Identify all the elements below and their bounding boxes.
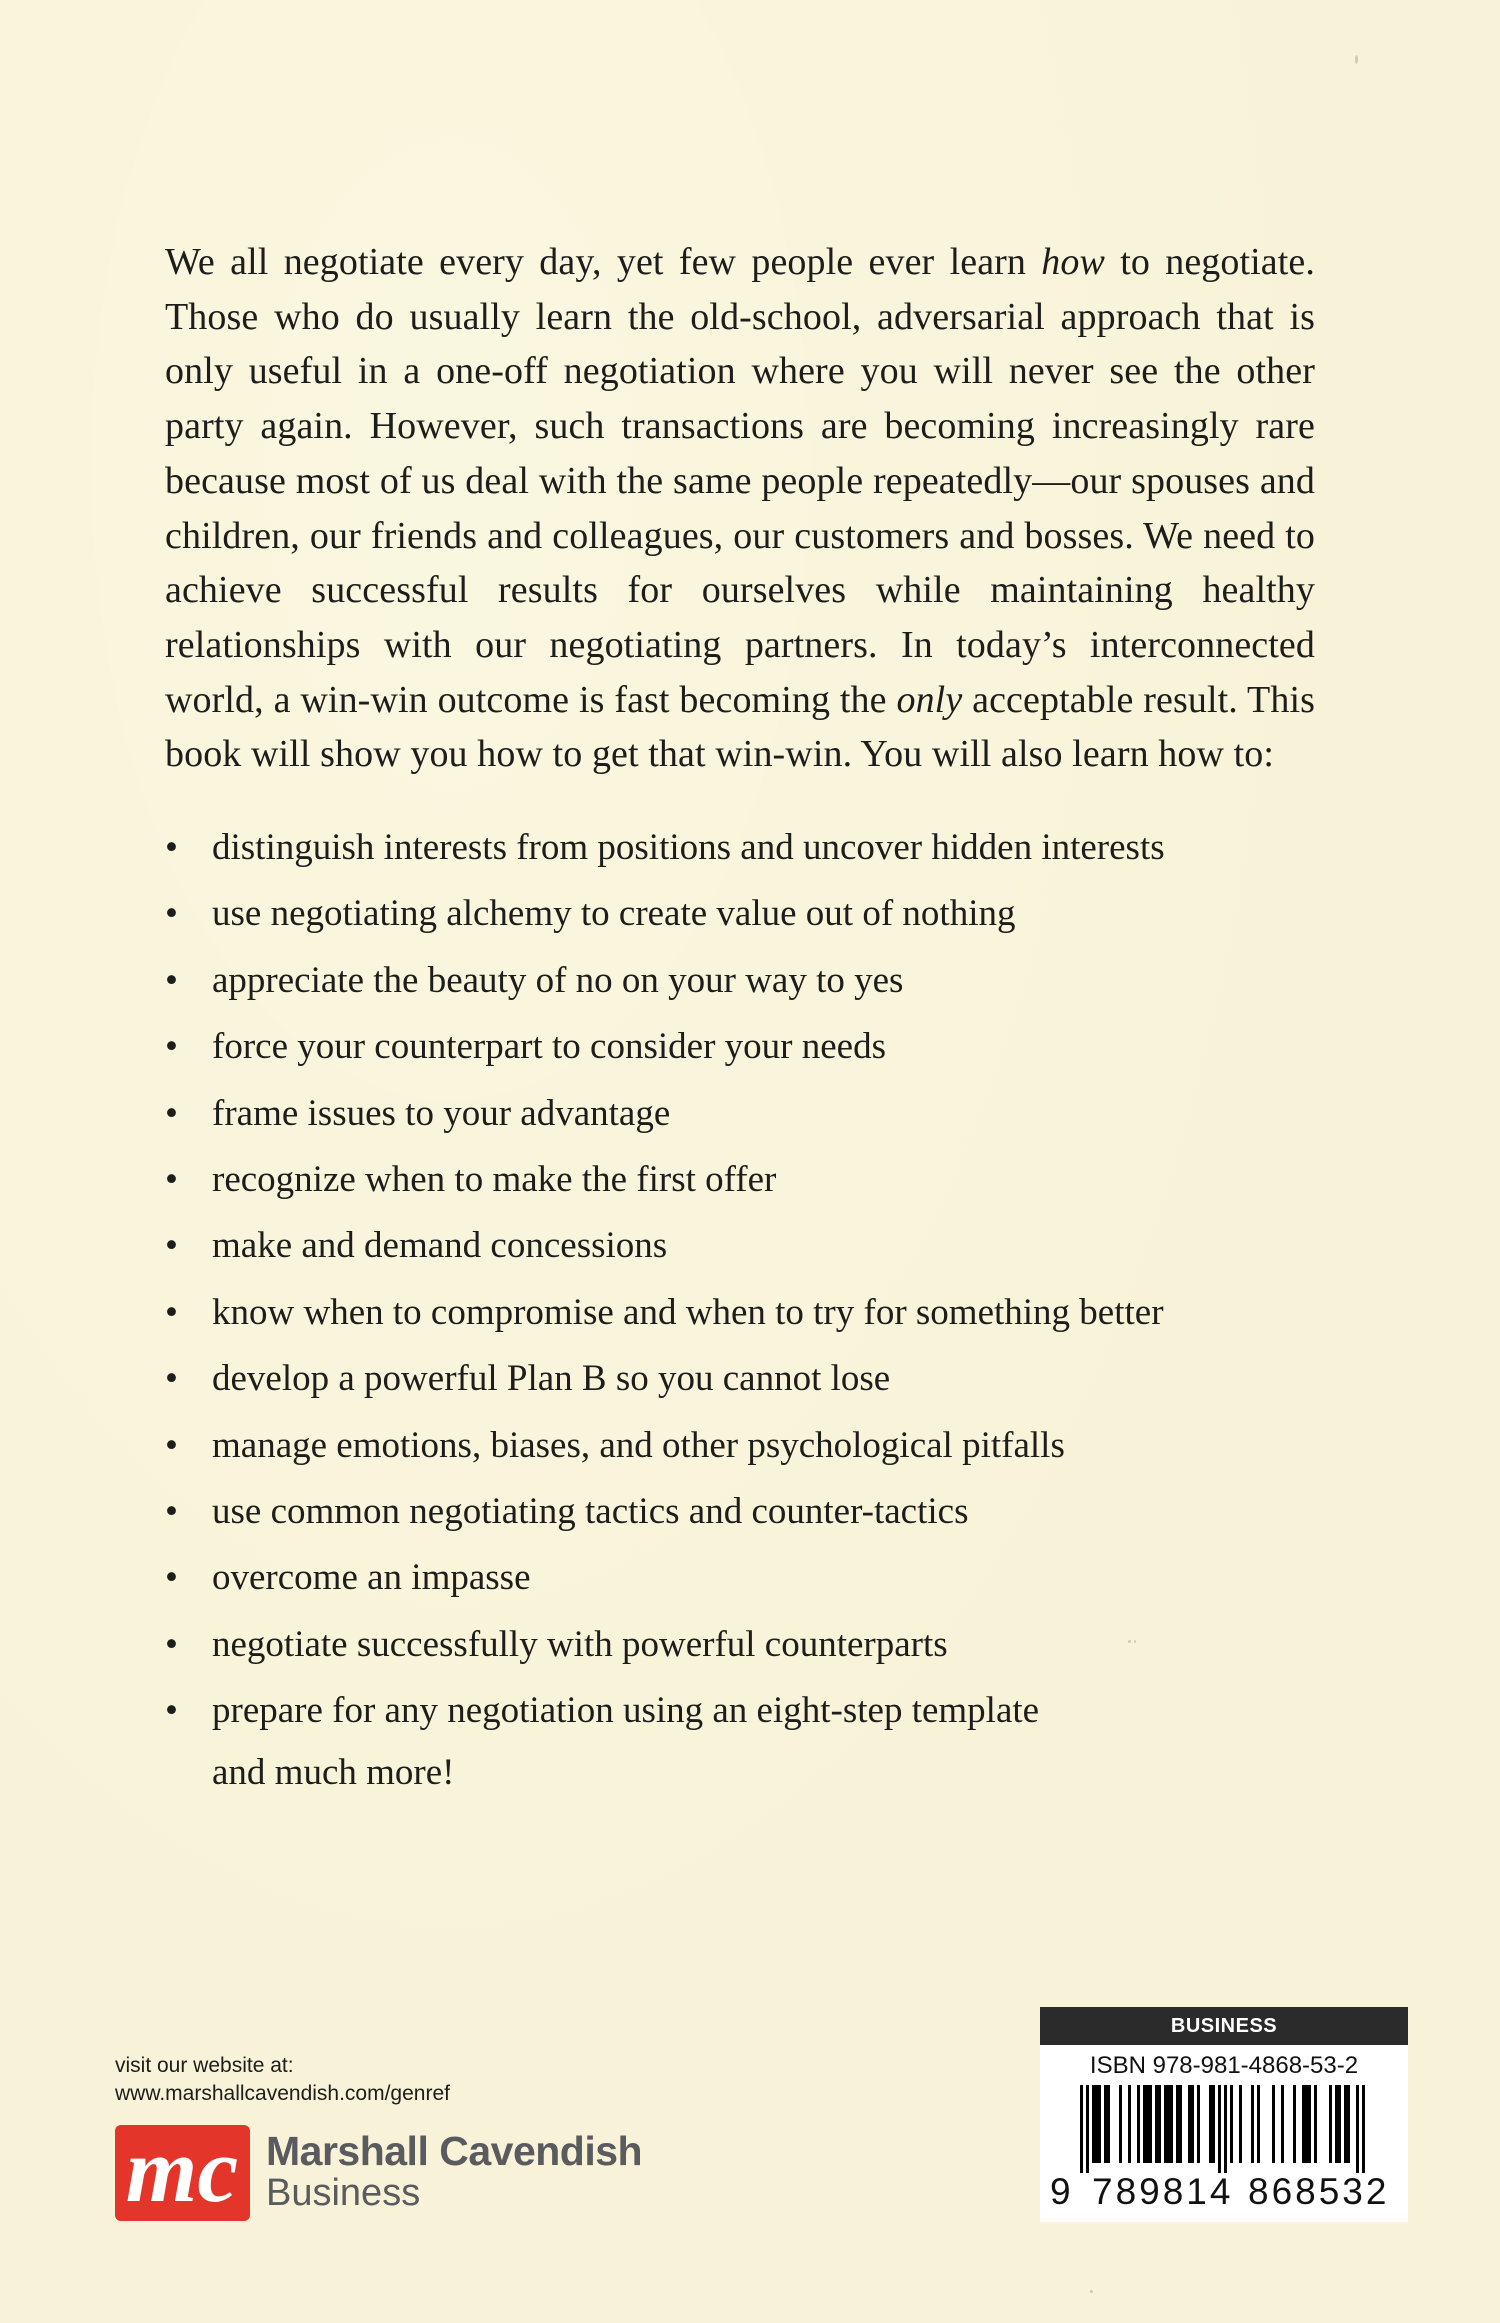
mc-logo-icon <box>115 2125 250 2221</box>
list-item <box>165 1213 1315 1279</box>
blurb-emphasis-only: only <box>896 678 963 721</box>
list-item <box>165 881 1315 947</box>
barcode-bar <box>1338 2085 1341 2163</box>
list-item-text: appreciate the beauty of no on your way to yes <box>212 959 904 1001</box>
barcode-bar <box>1167 2085 1170 2163</box>
barcode-guard-bar <box>1224 2085 1227 2173</box>
barcode-bar <box>1164 2085 1167 2163</box>
list-item-text: recognize when to make the first offer <box>212 1158 777 1200</box>
barcode-bar <box>1197 2085 1200 2163</box>
bullet-icon: • <box>165 1358 178 1400</box>
barcode-bar <box>1104 2085 1107 2163</box>
barcode-bar <box>1098 2085 1101 2163</box>
barcode-guard-bar <box>1086 2085 1089 2173</box>
isbn-text: ISBN 978-981-4868-53-2 <box>1089 2052 1359 2079</box>
barcode-bar <box>1188 2085 1191 2163</box>
barcode-bar <box>1308 2085 1311 2163</box>
barcode-bar <box>1302 2085 1305 2163</box>
barcode-bar <box>1128 2085 1131 2163</box>
barcode-bar <box>1137 2085 1140 2163</box>
list-item <box>165 1479 1315 1545</box>
blurb-text-1: We all negotiate every day, yet few people ever learn <box>165 241 1042 283</box>
list-item <box>165 1678 1315 1744</box>
barcode-bar <box>1155 2085 1158 2163</box>
logo-text: mc <box>125 2125 239 2221</box>
list-item-text: use common negotiating tactics and counter-tactics <box>212 1490 969 1532</box>
barcode-bar <box>1119 2085 1122 2163</box>
barcode-bar <box>1212 2085 1215 2163</box>
bullet-icon: • <box>165 893 178 935</box>
list-item-text: develop a powerful Plan B so you cannot lose <box>212 1358 891 1400</box>
list-item-text: overcome an impasse <box>212 1557 531 1599</box>
barcode-bar <box>1158 2085 1161 2163</box>
barcode-bar <box>1146 2085 1149 2163</box>
bullet-icon: • <box>165 959 178 1001</box>
website-block <box>115 2052 450 2108</box>
barcode-bar <box>1191 2085 1194 2163</box>
barcode-bar <box>1329 2085 1332 2163</box>
website-url[interactable]: www.marshallcavendish.com/genref <box>115 2082 450 2105</box>
bullet-icon: • <box>165 1623 178 1665</box>
bullet-icon: • <box>165 1424 178 1466</box>
barcode-bar <box>1107 2085 1110 2163</box>
blurb-text-2: to negotiate. Those who do usually learn the old-school, adversarial approach that is only useful in a one-off negotiation where you will never see the other party again. However, such transactions are becoming increasingly rare because most of us deal with the same people repeatedly—our spouses and children, our friends and colleagues, our customers and bosses. We need to achieve successful results for ourselves while maintaining healthy relationships with our negotiating partners. In today’s interconnected world, a win-win outcome is fast becoming the <box>165 241 1315 721</box>
barcode-guard-bar <box>1080 2085 1083 2173</box>
barcode-bar <box>1170 2085 1173 2163</box>
paper-speck <box>1355 55 1358 64</box>
list-item-text: frame issues to your advantage <box>212 1092 671 1134</box>
paper-speck <box>1134 1640 1136 1643</box>
barcode-bar <box>1257 2085 1260 2163</box>
barcode-bar <box>1281 2085 1284 2163</box>
barcode-bar <box>1344 2085 1347 2163</box>
list-item-text: make and demand concessions <box>212 1225 668 1267</box>
list-item-text: know when to compromise and when to try for something better <box>212 1291 1164 1333</box>
bullet-icon: • <box>165 1225 178 1267</box>
barcode-icon <box>1040 2085 1408 2173</box>
barcode-guard-bar <box>1356 2085 1359 2173</box>
barcode-bar <box>1179 2085 1182 2163</box>
barcode-bar <box>1230 2085 1233 2163</box>
barcode-bar <box>1314 2085 1317 2163</box>
barcode-bar <box>1335 2085 1338 2163</box>
list-item <box>165 1147 1315 1213</box>
barcode-bar <box>1149 2085 1152 2163</box>
bullet-icon: • <box>165 1092 178 1134</box>
list-item-text: negotiate successfully with powerful counterparts <box>212 1623 948 1665</box>
paper-speck <box>1128 1640 1131 1643</box>
bullet-icon: • <box>165 1490 178 1532</box>
publisher-imprint: Business <box>266 2172 421 2214</box>
description-paragraph <box>165 235 1315 782</box>
publisher-logo <box>115 2125 250 2221</box>
list-item <box>165 1346 1315 1412</box>
barcode-bar <box>1239 2085 1242 2163</box>
barcode-bar <box>1143 2085 1146 2163</box>
list-item <box>165 1545 1315 1611</box>
list-item-text: manage emotions, biases, and other psychological pitfalls <box>212 1424 1065 1466</box>
barcode-bar <box>1305 2085 1308 2163</box>
barcode-bar <box>1092 2085 1095 2163</box>
barcode-bar <box>1251 2085 1254 2163</box>
list-item-text: distinguish interests from positions and uncover hidden interests <box>212 827 1165 868</box>
barcode-label <box>1040 2007 1408 2222</box>
list-item <box>165 1612 1315 1678</box>
list-item <box>165 815 1315 881</box>
barcode-first-digit: 9 <box>1050 2171 1071 2212</box>
benefits-list <box>165 815 1315 1744</box>
publisher-name <box>266 2130 642 2214</box>
publisher-brand: Marshall Cavendish <box>266 2128 643 2174</box>
barcode-bar <box>1209 2085 1212 2163</box>
barcode-left-group: 789814 <box>1092 2171 1234 2212</box>
closing-line: and much more! <box>212 1752 455 1793</box>
list-item-text: prepare for any negotiation using an eight-step template <box>212 1690 1040 1732</box>
list-item <box>165 1014 1315 1080</box>
blurb-emphasis-how: how <box>1041 241 1105 283</box>
barcode-right-group: 868532 <box>1248 2171 1390 2212</box>
list-item <box>165 948 1315 1014</box>
website-label: visit our website at: <box>115 2054 294 2077</box>
blurb-text-3: acceptable result. This book will show you how to get that win-win. You will also learn how to: <box>165 678 1315 776</box>
list-item-text: use negotiating alchemy to create value out of nothing <box>212 893 1016 935</box>
category-badge: BUSINESS <box>1040 2007 1408 2045</box>
barcode-digits <box>1040 2167 1408 2217</box>
list-item <box>165 1413 1315 1479</box>
bullet-icon: • <box>165 1158 178 1200</box>
list-item <box>165 1280 1315 1346</box>
bullet-icon: • <box>165 1690 178 1732</box>
barcode-guard-bar <box>1218 2085 1221 2173</box>
bullet-icon: • <box>165 827 178 868</box>
list-item <box>165 1081 1315 1147</box>
barcode-bar <box>1095 2085 1098 2163</box>
barcode-bar <box>1293 2085 1296 2163</box>
paper-speck <box>1090 2290 1093 2293</box>
barcode-guard-bar <box>1362 2085 1365 2173</box>
barcode-bar <box>1347 2085 1350 2163</box>
bullet-icon: • <box>165 1557 178 1599</box>
barcode-bar <box>1272 2085 1275 2163</box>
bullet-icon: • <box>165 1026 178 1068</box>
barcode-bar <box>1176 2085 1179 2163</box>
bullet-icon: • <box>165 1291 178 1333</box>
list-item-text: force your counterpart to consider your needs <box>212 1026 886 1068</box>
